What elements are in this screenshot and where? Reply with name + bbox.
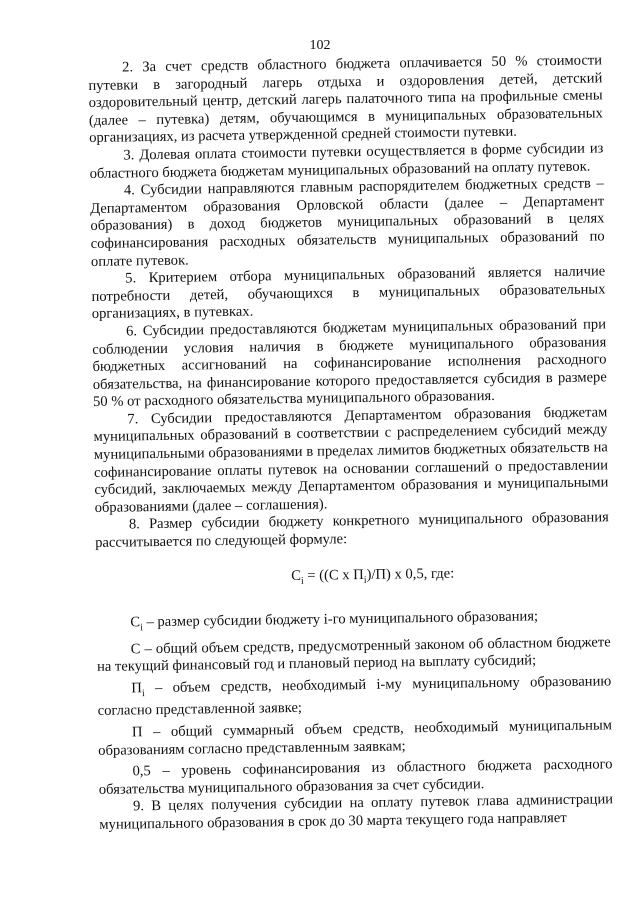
definition-pi-subscript: i [141,687,145,699]
definition-ci-text: – размер субсидии бюджету i-го муниципального образования; [142,608,539,631]
page-number: 102 [309,38,331,53]
subsidy-formula [96,563,610,593]
paragraph-5: 5. Критерием отбора муниципальных образований является наличие потребности детей, обучающихся в муниципальных образовательных организациях, в путевках. [91,263,606,323]
definition-pi [97,673,612,721]
document-body [88,52,613,834]
paragraph-7: 7. Субсидии предоставляются Департаментом образования бюджетам муниципальных образований в соответствии с распределением субсидий между муниципальными образованиями в пределах лимитов бюджетных обязательств на софинансирование оплаты путевок на основании соглашений о предоставлении субсидий, заключаемых между Департаментом образования и муниципальными образованиями (далее – соглашения). [93,404,609,516]
definition-ci [96,607,610,637]
paragraph-6: 6. Субсидии предоставляются бюджетам муниципальных образований при соблюдении условия наличия в бюджете муниципального образования бюджетных ассигнований на софинансирование исполнения расходного обязательства, на финансирование которого предоставляется субсидия в размере 50 % от расходного обязательства муниципального образования. [92,316,607,411]
definition-rate: 0,5 – уровень софинансирования из областного бюджета расходного обязательства муниципального образования за счет субсидии. [98,756,613,798]
formula-eq-close: )/П) x 0,5, где: [366,565,455,583]
definition-ci-symbol: C [130,614,141,631]
formula-lhs-subscript: i [300,575,304,587]
definition-pi-symbol: П [131,680,142,697]
definition-ci-subscript: i [140,622,144,634]
paragraph-4: 4. Субсидии направляются главным распорядителем бюджетных средств – Департаментом образования Орловской области (далее – Департамент образования) в доход бюджетов муниципальных образований в целях софинансирования расходных обязательств муниципальных образований по оплате путевок. [90,175,605,270]
formula-eq-open: = ((C x П [303,566,364,584]
formula-p-subscript: i [363,574,367,586]
definition-pi-text: – объем средств, необходимый i-му муниципальному образованию согласно представленной заявке; [97,673,612,720]
paragraph-9: 9. В целях получения субсидии на оплату путевок глава администрации муниципального образования в срок до 30 марта текущего года направляет [99,791,614,833]
paragraph-3: 3. Долевая оплата стоимости путевки осуществляется в форме субсидии из областного бюджета бюджетам муниципальных образований на оплату путевок. [89,140,604,182]
definition-c: С – общий объем средств, предусмотренный законом об областном бюджете на текущий финансовый год и плановый период на выплату субсидий; [96,633,611,676]
paragraph-2: 2. За счет средств областного бюджета оплачивается 50 % стоимости путевки в загородный лагерь отдыха и оздоровления детей, детский оздоровительный центр, детский лагерь палаточного типа на профильные смены (далее – путевка) детям, обучающимся в муниципальных образовательных организациях, из расчета утвержденной средней стоимости путевки. [88,52,603,147]
paragraph-8: 8. Размер субсидии бюджету конкретного муниципального образования рассчитывается по следующей формуле: [95,509,609,551]
formula-lhs: C [291,567,301,584]
definition-p: П – общий суммарный объем средств, необходимый муниципальным образованиям согласно представленным заявкам; [98,717,613,759]
